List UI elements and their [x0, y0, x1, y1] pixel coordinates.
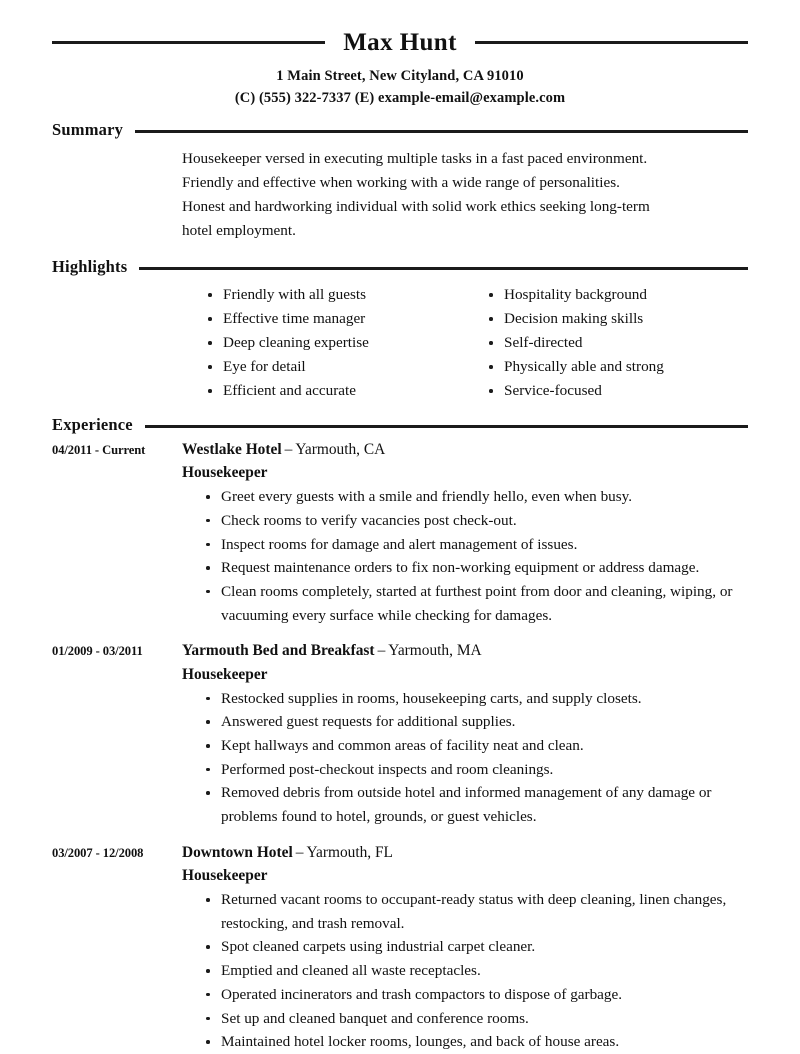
highlights-list-left — [207, 283, 488, 403]
highlights-column-right — [488, 283, 664, 403]
job-responsibilities — [182, 485, 746, 627]
job-separator: – — [377, 642, 386, 660]
list-item: Spot cleaned carpets using industrial carpet cleaner. — [205, 935, 746, 959]
summary-line: Honest and hardworking individual with solid work ethics seeking long-term — [182, 198, 650, 216]
section-title-experience: Experience — [52, 415, 133, 435]
list-item: Emptied and cleaned all waste receptacles. — [205, 959, 746, 983]
summary-line: Housekeeper versed in executing multiple tasks in a fast paced environment. — [182, 150, 648, 168]
job-role: Housekeeper — [182, 464, 268, 482]
experience-entry — [0, 438, 800, 627]
list-item: Answered guest requests for additional supplies. — [205, 710, 746, 734]
section-header-highlights — [0, 256, 800, 276]
list-item: Removed debris from outside hotel and informed management of any damage or problems found to hotel, grounds, or guest vehicles. — [205, 781, 746, 828]
experience-entry — [0, 841, 800, 1054]
job-company-line — [182, 438, 746, 461]
job-dates: 01/2009 - 03/2011 — [52, 644, 143, 659]
section-title-summary: Summary — [52, 119, 124, 139]
list-item: Service-focused — [488, 379, 664, 403]
job-company-name: Downtown Hotel — [182, 843, 293, 861]
list-item: Inspect rooms for damage and alert management of issues. — [205, 533, 746, 557]
job-details — [180, 639, 746, 828]
list-item: Self-directed — [488, 331, 664, 355]
section-title-highlights: Highlights — [52, 256, 128, 276]
highlights-body — [0, 283, 800, 403]
section-rule-experience — [145, 425, 748, 428]
experience-body — [0, 438, 800, 1054]
contact-address: 1 Main Street, New Cityland, CA 91010 — [276, 68, 524, 84]
job-separator: – — [295, 843, 304, 861]
job-details — [180, 438, 746, 627]
list-item: Operated incinerators and trash compactors to dispose of garbage. — [205, 983, 746, 1007]
list-item: Request maintenance orders to fix non-working equipment or address damage. — [205, 556, 746, 580]
job-role: Housekeeper — [182, 866, 268, 884]
job-location: Yarmouth, FL — [306, 843, 393, 861]
name-rule-right — [475, 41, 748, 44]
summary-line: Friendly and effective when working with a wide range of personalities. — [182, 174, 620, 192]
job-responsibilities — [182, 687, 746, 829]
list-item: Effective time manager — [207, 307, 488, 331]
list-item: Clean rooms completely, started at furthest point from door and cleaning, wiping, or vacuuming every surface while checking for damages. — [205, 580, 746, 627]
summary-line: hotel employment. — [182, 222, 296, 240]
list-item: Restocked supplies in rooms, housekeeping carts, and supply closets. — [205, 687, 746, 711]
job-separator: – — [284, 440, 293, 458]
summary-body — [0, 147, 800, 242]
list-item: Set up and cleaned banquet and conference rooms. — [205, 1007, 746, 1031]
list-item: Efficient and accurate — [207, 379, 488, 403]
job-role: Housekeeper — [182, 665, 268, 683]
job-company-name: Westlake Hotel — [182, 440, 282, 458]
section-header-experience — [0, 417, 800, 434]
list-item: Kept hallways and common areas of facility neat and clean. — [205, 734, 746, 758]
list-item: Physically able and strong — [488, 355, 664, 379]
experience-entry — [0, 639, 800, 828]
job-company-line — [182, 639, 746, 662]
section-rule-highlights — [139, 267, 748, 270]
highlights-column-left — [207, 283, 488, 403]
page-title: Max Hunt — [343, 29, 457, 56]
list-item: Check rooms to verify vacancies post check-out. — [205, 509, 746, 533]
section-rule-summary — [135, 130, 748, 133]
list-item: Decision making skills — [488, 307, 664, 331]
job-company-name: Yarmouth Bed and Breakfast — [182, 642, 375, 660]
job-dates: 03/2007 - 12/2008 — [52, 845, 144, 860]
list-item: Deep cleaning expertise — [207, 331, 488, 355]
list-item: Hospitality background — [488, 283, 664, 307]
contact-block — [0, 65, 800, 110]
list-item: Maintained hotel locker rooms, lounges, and back of house areas. — [205, 1030, 746, 1054]
highlights-list-right — [488, 283, 664, 403]
job-details — [180, 841, 746, 1054]
contact-phone-email: (C) (555) 322-7337 (E) example-email@example.com — [234, 90, 566, 107]
job-location: Yarmouth, CA — [295, 440, 386, 458]
resume-header — [0, 0, 800, 110]
job-dates: 04/2011 - Current — [52, 442, 146, 457]
section-header-summary — [0, 119, 800, 139]
name-rule-left — [52, 41, 325, 44]
job-location: Yarmouth, MA — [388, 642, 482, 660]
list-item: Performed post-checkout inspects and room cleanings. — [205, 758, 746, 782]
list-item: Eye for detail — [207, 355, 488, 379]
name-row — [0, 30, 800, 55]
list-item: Friendly with all guests — [207, 283, 488, 307]
job-responsibilities — [182, 888, 746, 1054]
job-company-line — [182, 841, 746, 864]
list-item: Returned vacant rooms to occupant-ready status with deep cleaning, linen changes, restocking, and trash removal. — [205, 888, 746, 935]
list-item: Greet every guests with a smile and friendly hello, even when busy. — [205, 485, 746, 509]
